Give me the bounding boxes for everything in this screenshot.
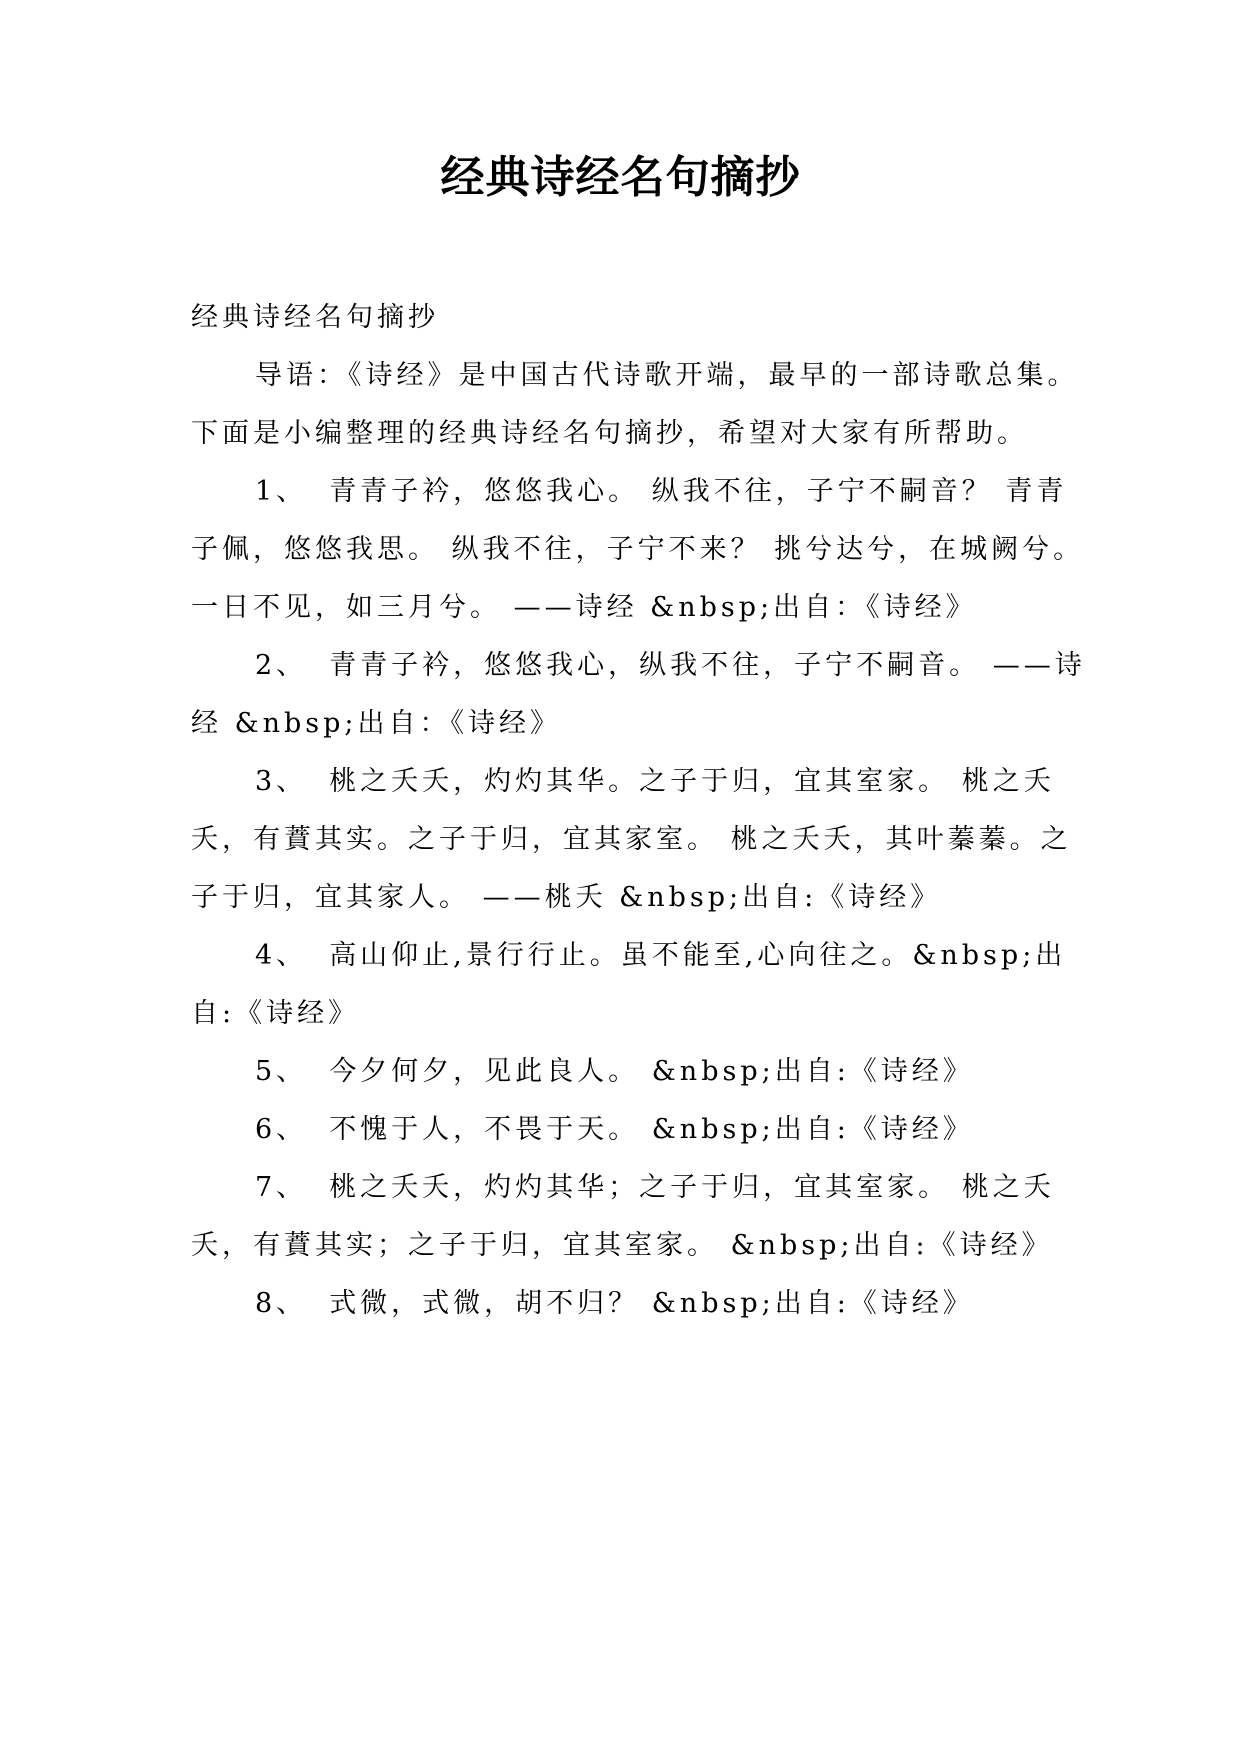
quote-item-5 (191, 1043, 1091, 1101)
subtitle-line: 经典诗经名句摘抄 (191, 302, 439, 333)
quote-number: 2、 (255, 650, 308, 681)
quote-item-7 (191, 1159, 1091, 1275)
quote-number: 8、 (255, 1288, 308, 1319)
quote-text: 高山仰止,景行行止。虽不能至,心向往之。&nbsp;出自:《诗经》 (191, 940, 1067, 1029)
quote-text: 青青子衿，悠悠我心，纵我不往，子宁不嗣音。 ——诗经 &nbsp;出自：《诗经》 (191, 650, 1086, 739)
quote-number: 4、 (255, 940, 308, 971)
quote-item-3 (191, 753, 1091, 927)
quote-text: 桃之夭夭，灼灼其华；之子于归，宜其室家。 桃之夭夭，有蕡其实；之子于归，宜其室家。 &nbsp;出自:《诗经》 (191, 1172, 1055, 1261)
quote-number: 7、 (255, 1172, 308, 1203)
quote-item-8 (191, 1275, 1091, 1333)
quote-item-1 (191, 463, 1091, 637)
quote-text: 桃之夭夭，灼灼其华。之子于归，宜其室家。 桃之夭夭，有蕡其实。之子于归，宜其家室。 桃之夭夭，其叶蓁蓁。之子于归，宜其家人。 ——桃夭 &nbsp;出自:《诗经》 (191, 766, 1072, 913)
intro-paragraph: 导语：《诗经》是中国古代诗歌开端，最早的一部诗歌总集。下面是小编整理的经典诗经名句摘抄，希望对大家有所帮助。 (191, 360, 1079, 449)
quote-item-6 (191, 1101, 1091, 1159)
quote-text: 今夕何夕，见此良人。 &nbsp;出自:《诗经》 (329, 1056, 974, 1087)
document-body (191, 289, 1091, 1333)
quote-text: 不愧于人，不畏于天。 &nbsp;出自:《诗经》 (329, 1114, 974, 1145)
quote-number: 6、 (255, 1114, 308, 1145)
quote-text: 式微，式微，胡不归？ &nbsp;出自:《诗经》 (329, 1288, 974, 1319)
quote-text: 青青子衿，悠悠我心。 纵我不往，子宁不嗣音？ 青青子佩，悠悠我思。 纵我不往，子宁不来？ 挑兮达兮，在城阙兮。 一日不见，如三月兮。 ——诗经 &nbsp;出自：《诗经》 (191, 476, 1085, 623)
quote-item-4 (191, 927, 1091, 1043)
page-title: 经典诗经名句摘抄 (440, 152, 801, 203)
quote-number: 3、 (255, 766, 308, 797)
quote-number: 5、 (255, 1056, 308, 1087)
quote-number: 1、 (255, 476, 308, 507)
quote-item-2 (191, 637, 1091, 753)
